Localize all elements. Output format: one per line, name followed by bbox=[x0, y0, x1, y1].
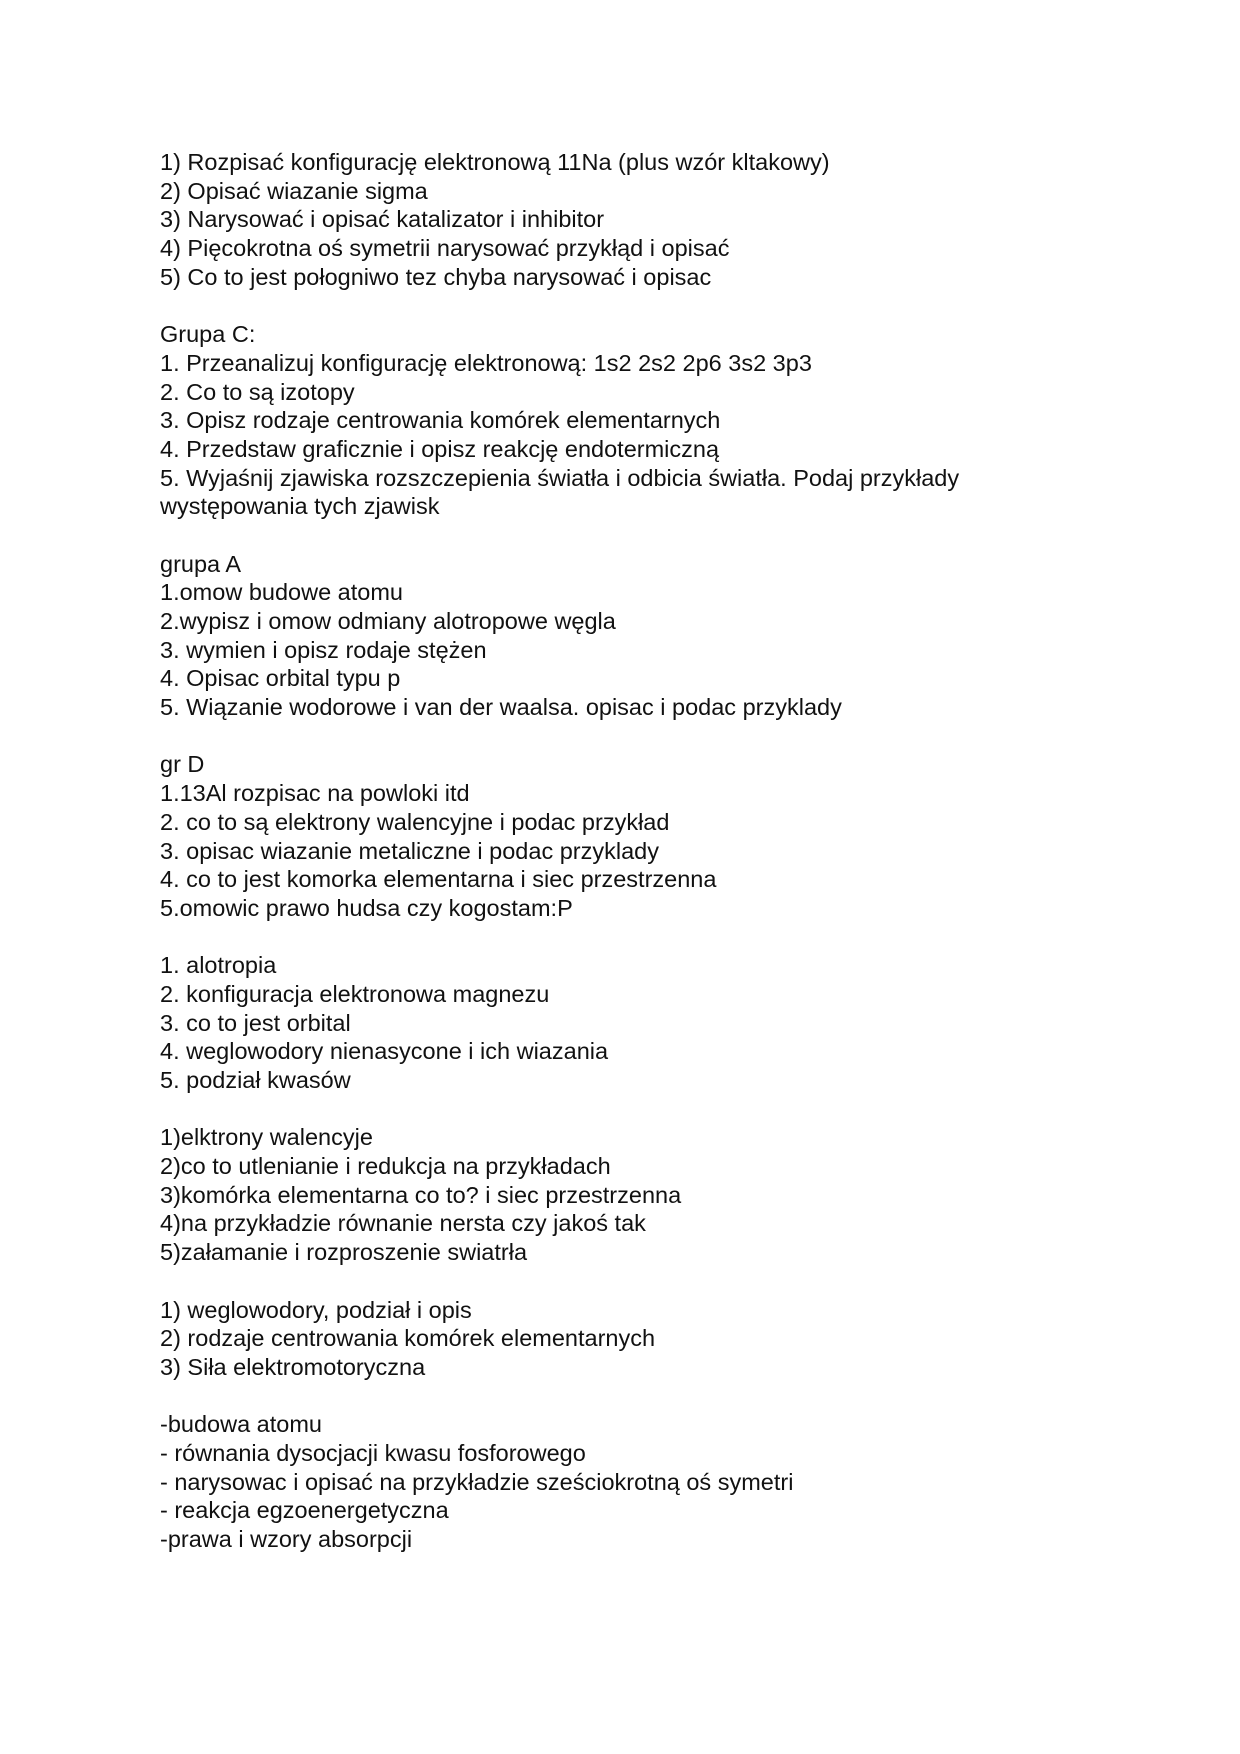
text-line: 5) Co to jest połogniwo tez chyba narysować i opisac bbox=[160, 263, 712, 290]
blank-line bbox=[160, 291, 1160, 320]
text-line: 2) Opisać wiazanie sigma bbox=[160, 177, 428, 204]
text-line: 2. Co to są izotopy bbox=[160, 378, 355, 405]
text-line: 3. wymien i opisz rodaje stężen bbox=[160, 636, 487, 663]
text-line: grupa A bbox=[160, 550, 242, 577]
text-line: 2.wypisz i omow odmiany alotropowe węgla bbox=[160, 608, 616, 634]
blank-line bbox=[160, 1095, 1160, 1124]
text-line: 1. alotropia bbox=[160, 952, 277, 979]
text-line: 2)co to utlenianie i redukcja na przykładach bbox=[160, 1153, 611, 1180]
text-line: - równania dysocjacji kwasu fosforowego bbox=[160, 1439, 586, 1466]
text-line: 1) weglowodory, podział i opis bbox=[160, 1296, 472, 1323]
text-line: 3) Narysować i opisać katalizator i inhibitor bbox=[160, 206, 605, 233]
text-line: 4. Przedstaw graficznie i opisz reakcję endotermiczną bbox=[160, 435, 720, 462]
text-line: 5. Wiązanie wodorowe i van der waalsa. opisac i podac przyklady bbox=[160, 694, 842, 721]
text-line: 5. Wyjaśnij zjawiska rozszczepienia światła i odbicia światła. Podaj przykłady bbox=[160, 464, 960, 491]
text-line: - narysowac i opisać na przykładzie sześciokrotną oś symetri bbox=[160, 1468, 794, 1495]
blank-line bbox=[160, 722, 1160, 751]
text-line: 3. Opisz rodzaje centrowania komórek elementarnych bbox=[160, 407, 721, 434]
text-line: 2. konfiguracja elektronowa magnezu bbox=[160, 980, 550, 1007]
blank-line bbox=[160, 1382, 1160, 1411]
text-line: 3)komórka elementarna co to? i siec przestrzenna bbox=[160, 1181, 682, 1208]
text-line: 3. opisac wiazanie metaliczne i podac przyklady bbox=[160, 837, 659, 864]
blank-line bbox=[160, 521, 1160, 550]
text-line: 4)na przykładzie równanie nersta czy jakoś tak bbox=[160, 1210, 646, 1237]
text-line: 2. co to są elektrony walencyjne i podac przykład bbox=[160, 808, 670, 835]
text-line: 2) rodzaje centrowania komórek elementarnych bbox=[160, 1325, 656, 1352]
blank-line bbox=[160, 1267, 1160, 1296]
text-line: 4. Opisac orbital typu p bbox=[160, 665, 401, 692]
text-line: 3) Siła elektromotoryczna bbox=[160, 1353, 426, 1380]
text-line: 4) Pięcokrotna oś symetrii narysować przykłąd i opisać bbox=[160, 235, 730, 262]
text-line: 4. weglowodory nienasycone i ich wiazania bbox=[160, 1038, 609, 1065]
text-line: Grupa C: bbox=[160, 321, 256, 348]
text-line: - reakcja egzoenergetyczna bbox=[160, 1497, 449, 1524]
text-line: 5.omowic prawo hudsa czy kogostam:P bbox=[160, 894, 573, 921]
text-line: 1.omow budowe atomu bbox=[160, 579, 403, 606]
text-line: 5)załamanie i rozproszenie swiatrła bbox=[160, 1239, 528, 1266]
text-line: 3. co to jest orbital bbox=[160, 1009, 351, 1036]
text-line: -budowa atomu bbox=[160, 1411, 322, 1438]
text-line: występowania tych zjawisk bbox=[160, 493, 440, 520]
text-line: 1.13Al rozpisac na powloki itd bbox=[160, 780, 470, 807]
text-line: 1)elktrony walencyje bbox=[160, 1124, 373, 1151]
text-line: gr D bbox=[160, 751, 205, 778]
text-line: 1) Rozpisać konfigurację elektronową 11Na (plus wzór kltakowy) bbox=[160, 149, 830, 175]
document-body bbox=[160, 148, 1160, 1554]
text-line: 1. Przeanalizuj konfigurację elektronową: 1s2 2s2 2p6 3s2 3p3 bbox=[160, 349, 812, 376]
blank-line bbox=[160, 923, 1160, 952]
text-line: 5. podział kwasów bbox=[160, 1067, 351, 1093]
text-line: 4. co to jest komorka elementarna i siec przestrzenna bbox=[160, 866, 717, 893]
text-line: -prawa i wzory absorpcji bbox=[160, 1526, 413, 1552]
